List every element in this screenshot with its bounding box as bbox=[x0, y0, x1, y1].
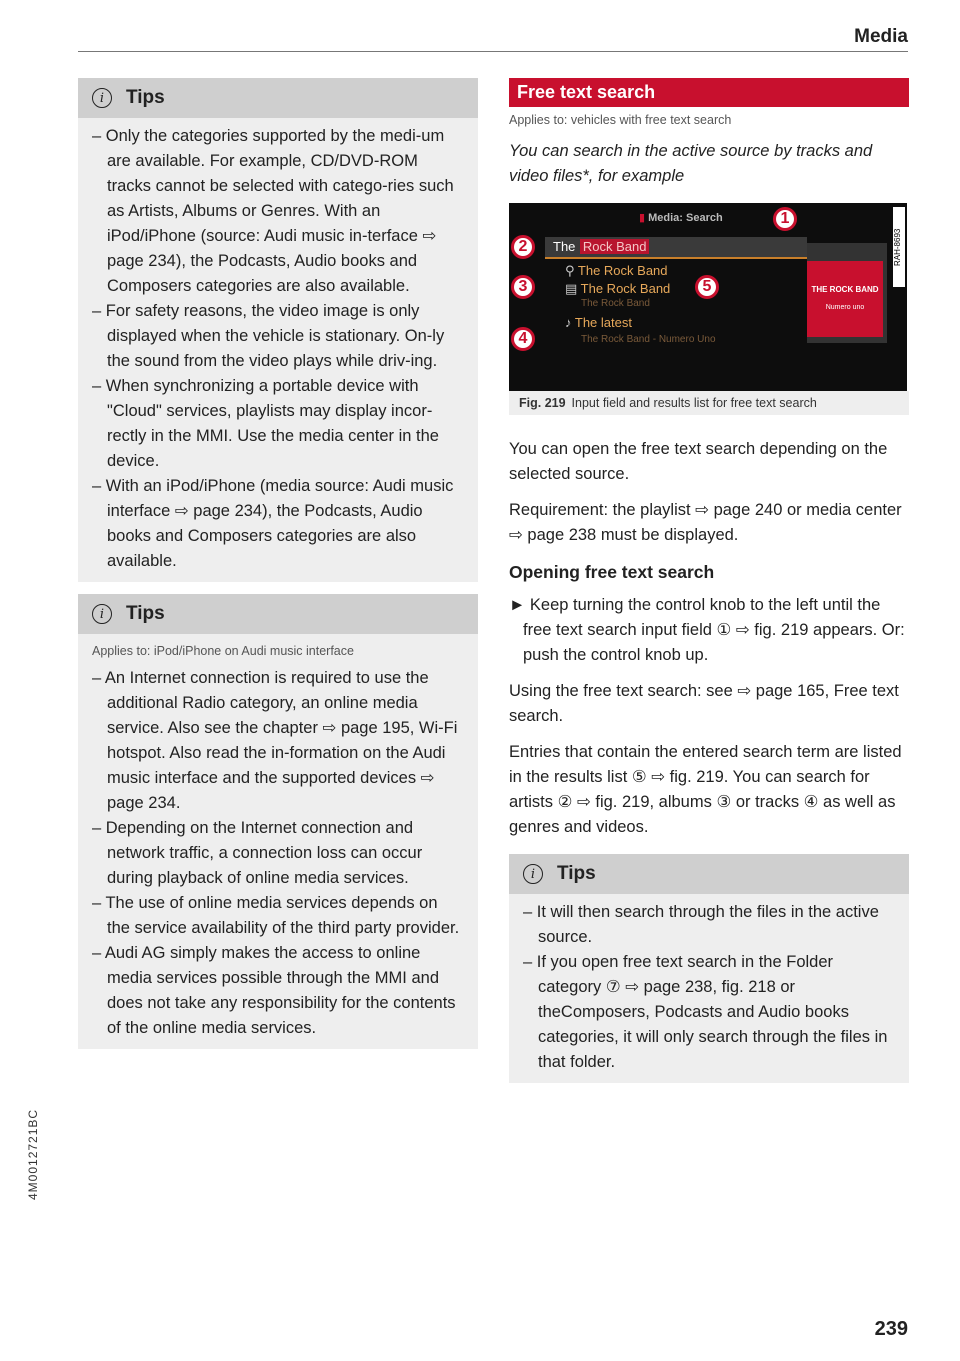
intro-text: You can search in the active source by tracks and video files*, for example bbox=[509, 142, 873, 185]
search-input-field: The Rock Band bbox=[545, 237, 807, 259]
callout-3: 3 bbox=[511, 275, 535, 299]
result-artist: ⚲ The Rock Band bbox=[565, 263, 668, 278]
album-icon: ▤ bbox=[565, 281, 581, 296]
page-number: 239 bbox=[874, 1318, 908, 1340]
media-icon: ▮ bbox=[639, 212, 649, 224]
figure bbox=[509, 203, 909, 415]
tips-list bbox=[78, 118, 478, 582]
figure-screen bbox=[509, 203, 907, 391]
tips-title: Tips bbox=[557, 863, 596, 884]
tips-title: Tips bbox=[126, 603, 165, 624]
tip-item: – Depending on the Internet connection and network traffic, a connection loss can occur during playback of online media services. bbox=[92, 816, 464, 891]
right-column bbox=[509, 78, 909, 1083]
tips-list bbox=[509, 894, 909, 1083]
document-code: 4M0012721BC bbox=[26, 1108, 40, 1200]
tip-item: – When synchronizing a portable device with "Cloud" services, playlists may display incor-rectly in the MMI. Use the media center in the device. bbox=[92, 374, 464, 474]
tips-header bbox=[78, 78, 478, 118]
subheading: Opening free text search bbox=[509, 562, 715, 582]
step: ► Keep turning the control knob to the left until the free text search input field ① ⇨ fig. 219 appears. Or: push the control knob up. bbox=[509, 596, 905, 664]
applies-to: Applies to: iPod/iPhone on Audi music interface bbox=[92, 644, 354, 658]
screen-title: ▮ Media: Search bbox=[639, 212, 723, 224]
paragraph: Requirement: the playlist ⇨ page 240 or media center ⇨ page 238 must be displayed. bbox=[509, 501, 902, 544]
tips-box-1 bbox=[78, 78, 478, 582]
callout-2: 2 bbox=[511, 235, 535, 259]
header-rule bbox=[78, 51, 908, 52]
tip-item: – Only the categories supported by the medi-um are available. For example, CD/DVD-ROM tracks cannot be selected with catego-ries such as Artists, Albums or Genres. With an iPod/iPhone (source: Audi music in-terface ⇨ page 234), the Podcasts, Audio books and Composers categories are also available. bbox=[92, 124, 464, 299]
tips-box-3 bbox=[509, 854, 909, 1083]
tips-header bbox=[78, 594, 478, 634]
tips-title: Tips bbox=[126, 87, 165, 108]
result-track-sub: The Rock Band - Numero Uno bbox=[581, 334, 716, 345]
info-icon: i bbox=[523, 864, 543, 884]
cover-panel bbox=[807, 243, 887, 343]
tips-header bbox=[509, 854, 909, 894]
result-album-sub: The Rock Band bbox=[581, 298, 650, 309]
tips-list bbox=[78, 660, 478, 1049]
free-text-search-heading: Free text search bbox=[509, 78, 909, 107]
result-album: ▤ The Rock Band bbox=[565, 281, 671, 296]
tip-item: – It will then search through the files in the active source. bbox=[523, 900, 895, 950]
left-column bbox=[78, 78, 478, 1049]
figure-code: RAH-8693 bbox=[893, 207, 905, 287]
tip-item: – With an iPod/iPhone (media source: Audi music interface ⇨ page 234), the Podcasts, Audio books and Composers categories are also available. bbox=[92, 474, 464, 574]
info-icon: i bbox=[92, 604, 112, 624]
tip-item: – The use of online media services depends on the service availability of the third party provider. bbox=[92, 891, 464, 941]
callout-1: 1 bbox=[773, 207, 797, 231]
person-icon: ⚲ bbox=[565, 263, 578, 278]
album-cover: THE ROCK BAND Numero uno bbox=[807, 261, 883, 337]
callout-4: 4 bbox=[511, 327, 535, 351]
applies-to: Applies to: vehicles with free text search bbox=[509, 113, 732, 127]
results-list bbox=[565, 261, 716, 347]
tip-item: – If you open free text search in the Folder category ⑦ ⇨ page 238, fig. 218 or theComposers, Podcasts and Audio books categories, it will only search through the files in that folder. bbox=[523, 950, 895, 1075]
result-track: ♪ The latest bbox=[565, 315, 632, 330]
paragraph: Using the free text search: see ⇨ page 165, Free text search. bbox=[509, 682, 899, 725]
tip-item: – For safety reasons, the video image is only displayed when the vehicle is stationary. On-ly the sound from the video plays while driv-ing. bbox=[92, 299, 464, 374]
section-title: Media bbox=[854, 26, 908, 47]
tip-item: – An Internet connection is required to use the additional Radio category, an online media service. Also see the chapter ⇨ page 195, Wi-Fi hotspot. Also read the in-formation on the Audi music interface and the supported devices ⇨ page 234. bbox=[92, 666, 464, 816]
paragraph: You can open the free text search depending on the selected source. bbox=[509, 440, 888, 483]
info-icon: i bbox=[92, 88, 112, 108]
figure-caption: Fig. 219 Input field and results list for free text search bbox=[509, 391, 909, 415]
paragraph: Entries that contain the entered search term are listed in the results list ⑤ ⇨ fig. 219. You can search for artists ② ⇨ fig. 219, albums ③ or tracks ④ as well as genres and videos. bbox=[509, 743, 902, 836]
callout-5: 5 bbox=[695, 275, 719, 299]
tips-box-2 bbox=[78, 594, 478, 1049]
music-note-icon: ♪ bbox=[565, 315, 575, 330]
tip-item: – Audi AG simply makes the access to online media services possible through the MMI and does not take any responsibility for the contents of the online media services. bbox=[92, 941, 464, 1041]
